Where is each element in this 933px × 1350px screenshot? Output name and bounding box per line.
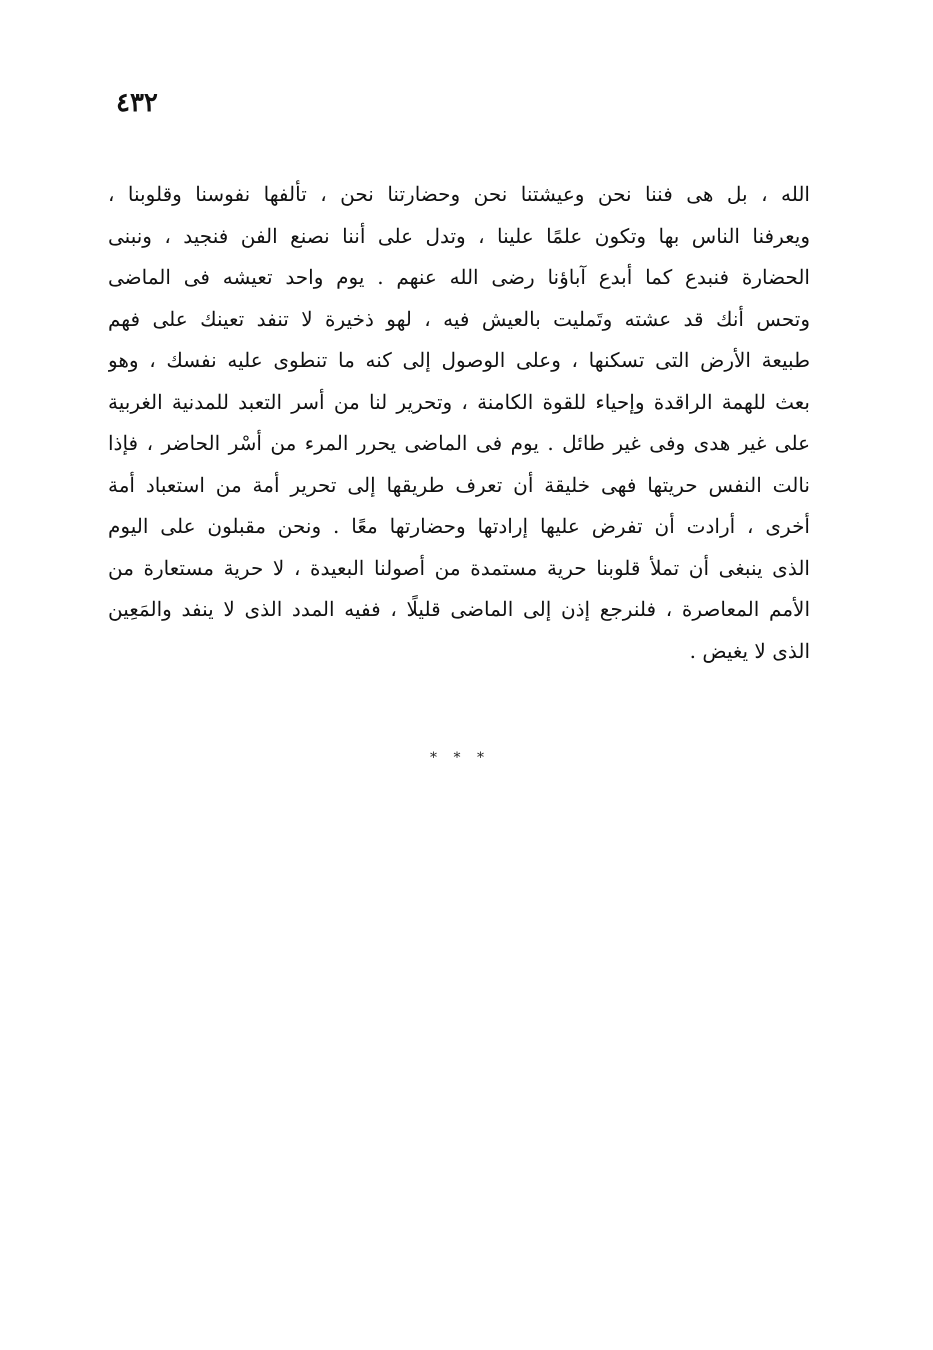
text-line: على غير هدى وفى غير طائل . يوم فى الماضى يحرر المرء من أسْر الحاضر ، فإذا	[108, 431, 810, 455]
text-line: الذى لا يغيض .	[689, 638, 810, 663]
text-line: نالت النفس حريتها فهى خليقة أن تعرف طريقها إلى تحرير أمة من استعباد أمة	[108, 472, 810, 497]
text-line: طبيعة الأرض التى تسكنها ، وعلى الوصول إلى كنه ما تنطوى عليه نفسك ، وهو	[108, 348, 810, 372]
section-separator: * * *	[430, 750, 490, 766]
text-line: الذى ينبغى أن تملأ قلوبنا حرية مستمدة من أصولنا البعيدة ، لا حرية مستعارة من	[108, 555, 810, 580]
text-line: الله ، بل هى فننا نحن وعيشتنا نحن وحضارتنا نحن ، تألفها نفوسنا وقلوبنا ،	[108, 182, 810, 206]
text-line: الأمم المعاصرة ، فلنرجع إذن إلى الماضى قليلًا ، ففيه المدد الذى لا ينفد والمَعِين	[108, 597, 810, 621]
text-line: الحضارة فنبدع كما أبدع آباؤنا رضى الله عنهم . يوم واحد تعيشه فى الماضى	[108, 265, 810, 289]
text-line: وتحس أنك قد عشته وتَمليت بالعيش فيه ، لهو ذخيرة لا تنفد تعينك على فهم	[108, 306, 810, 331]
text-line: ويعرفنا الناس بها وتكون علمًا علينا ، وتدل على أننا نصنع الفن فنجيد ، ونبنى	[108, 223, 810, 248]
body-paragraph	[108, 174, 810, 672]
text-line: بعث للهمة الراقدة وإحياء للقوة الكامنة ، وتحرير لنا من أسر التعبد للمدنية الغربية	[108, 389, 810, 414]
text-line: أخرى ، أرادت أن تفرض عليها إرادتها وحضارتها معًا . ونحن مقبلون على اليوم	[108, 514, 810, 538]
page-number: ٤٣٢	[116, 88, 158, 118]
